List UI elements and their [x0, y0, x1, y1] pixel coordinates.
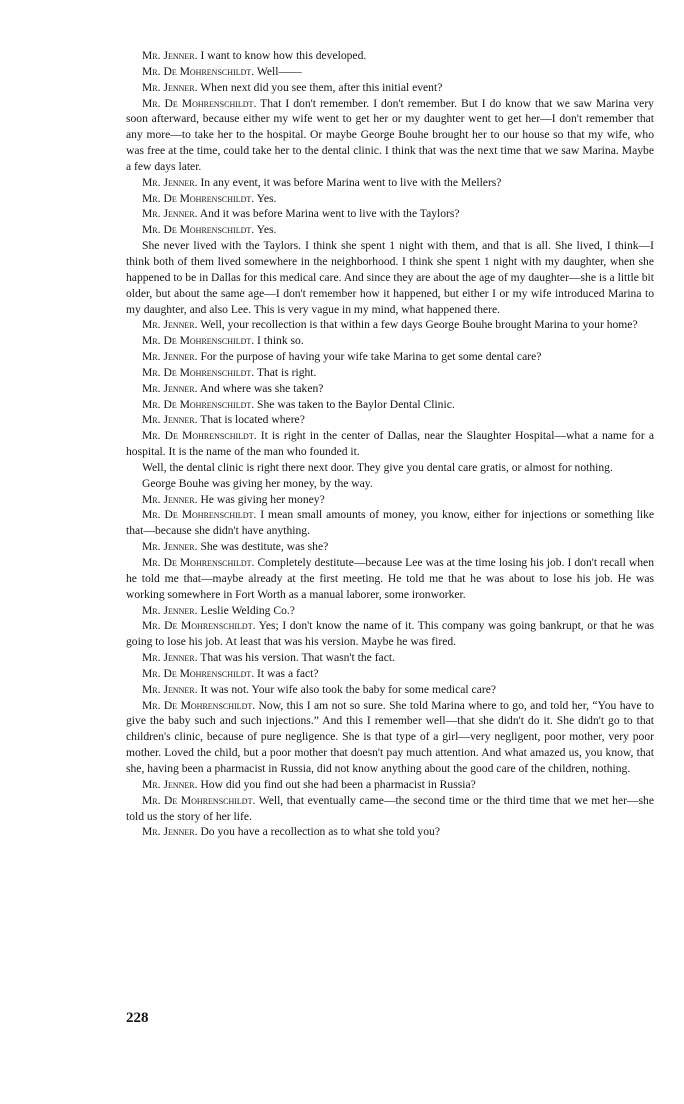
- paragraph-text: I mean small amounts of money, you know, either for injections or something like that—because she didn't have anything.: [126, 508, 655, 538]
- paragraph: [126, 397, 654, 413]
- paragraph: [126, 349, 654, 365]
- paragraph-text: George Bouhe was giving her money, by the way.: [142, 476, 373, 490]
- speaker-label: Mr. De Mohrenschildt.: [142, 365, 255, 379]
- paragraph-text: It was not. Your wife also took the baby for some medical care?: [200, 682, 496, 696]
- paragraph: [126, 492, 654, 508]
- testimony-text: [126, 48, 654, 840]
- paragraph: [126, 206, 654, 222]
- paragraph-text: That is right.: [256, 365, 317, 379]
- paragraph-text: And where was she taken?: [199, 381, 324, 395]
- paragraph-text: That was his version. That wasn't the fact.: [200, 651, 395, 665]
- paragraph: [126, 793, 654, 825]
- paragraph: [126, 175, 654, 191]
- paragraph: [126, 48, 654, 64]
- speaker-label: Mr. Jenner.: [142, 413, 198, 427]
- speaker-label: Mr. De Mohrenschildt.: [142, 793, 256, 807]
- speaker-label: Mr. Jenner.: [142, 49, 198, 62]
- speaker-label: Mr. De Mohrenschildt.: [142, 556, 255, 569]
- speaker-label: Mr. Jenner.: [142, 682, 198, 696]
- speaker-label: Mr. De Mohrenschildt.: [142, 223, 255, 237]
- paragraph: [126, 428, 654, 460]
- paragraph: [126, 666, 654, 682]
- paragraph-text: It is right in the center of Dallas, near the Slaughter Hospital—what a name for a hospital. It is the name of the man who founded it.: [126, 429, 654, 459]
- speaker-label: Mr. Jenner.: [142, 825, 198, 839]
- speaker-label: Mr. Jenner.: [142, 603, 198, 617]
- paragraph-text: And it was before Marina went to live with the Taylors?: [199, 207, 460, 221]
- speaker-label: Mr. Jenner.: [142, 492, 198, 506]
- paragraph-text: How did you find out she had been a pharmacist in Russia?: [200, 777, 476, 791]
- speaker-label: Mr. Jenner.: [142, 175, 198, 189]
- paragraph: [126, 460, 654, 476]
- speaker-label: Mr. Jenner.: [142, 318, 198, 332]
- paragraph-text: Well——: [256, 64, 302, 78]
- paragraph: [126, 381, 654, 397]
- paragraph: [126, 333, 654, 349]
- speaker-label: Mr. Jenner.: [142, 777, 198, 791]
- paragraph: [126, 476, 654, 492]
- paragraph-text: In any event, it was before Marina went to live with the Mellers?: [200, 175, 502, 189]
- paragraph-text: She never lived with the Taylors. I think she spent 1 night with them, and that is all. She lived, I think—I think both of them lived somewhere in the neighborhood. I think she spent 1 night with my daughter, when she happened to be in Dallas for this medical care. And since they are about the age of my daughter—she is a little bit older, but about the same age—I don't remember how it happened, but either I or my wife introduced Marina to my daughter, and also Lee. This is very vague in my mind, what happened there.: [126, 239, 654, 316]
- paragraph-text: That is located where?: [200, 413, 305, 427]
- speaker-label: Mr. De Mohrenschildt.: [142, 191, 255, 205]
- paragraph: [126, 80, 654, 96]
- paragraph-text: I want to know how this developed.: [200, 49, 367, 62]
- paragraph-text: She was taken to the Baylor Dental Clinic.: [257, 397, 455, 411]
- speaker-label: Mr. De Mohrenschildt.: [142, 64, 255, 78]
- speaker-label: Mr. De Mohrenschildt.: [142, 429, 257, 443]
- paragraph: [126, 412, 654, 428]
- speaker-label: Mr. De Mohrenschildt.: [142, 666, 255, 680]
- speaker-label: Mr. Jenner.: [142, 207, 198, 221]
- paragraph: [126, 191, 654, 207]
- paragraph: [126, 96, 654, 175]
- speaker-label: Mr. Jenner.: [142, 651, 198, 665]
- paragraph-text: For the purpose of having your wife take Marina to get some dental care?: [200, 350, 542, 364]
- paragraph: [126, 650, 654, 666]
- paragraph-text: Completely destitute—because Lee was at the time losing his job. I don't recall when he told me that—maybe already at the first meeting. He told me that he was about to lose his job. He was working somewhere in Fort Worth as a manual laborer, some ironworker.: [126, 556, 654, 601]
- paragraph-text: Yes; I don't know the name of it. This company was going bankrupt, or that he was going to lose his job. At least that was his version. Maybe he was fired.: [126, 619, 655, 649]
- speaker-label: Mr. De Mohrenschildt.: [142, 698, 256, 712]
- page-number: 228: [126, 1010, 149, 1026]
- paragraph-text: That I don't remember. I don't remember. But I do know that we saw Marina very soon afterward, because either my wife went to get her or my daughter went to get her—I don't remember that any more—to take her to the hospital. Or maybe George Bouhe brought her to our house so that my wife, who was free at the time, could take her to the dental clinic. I think that was the next time that we saw Marina. Maybe a few days later.: [126, 96, 654, 173]
- speaker-label: Mr. Jenner.: [142, 381, 198, 395]
- paragraph: [126, 507, 654, 539]
- speaker-label: Mr. Jenner.: [142, 350, 198, 364]
- paragraph-text: She was destitute, was she?: [200, 540, 329, 554]
- paragraph: [126, 555, 654, 603]
- paragraph-text: Well, that eventually came—the second time or the third time that we met her—she told us the story of her life.: [126, 793, 654, 823]
- paragraph: [126, 365, 654, 381]
- speaker-label: Mr. De Mohrenschildt.: [142, 397, 255, 411]
- paragraph: [126, 824, 654, 840]
- speaker-label: Mr. De Mohrenschildt.: [142, 334, 255, 348]
- speaker-label: Mr. De Mohrenschildt.: [142, 619, 256, 633]
- paragraph-text: Now, this I am not so sure. She told Marina where to go, and told her, “You have to give the baby such and such injections.” And this I remember well—that she didn't do it. She didn't go to that children's clinic, because of pure negligence. She is that type of a girl—very negligent, poor mother, very poor mother. Loved the child, but a poor mother that doesn't pay much attention. And what amazed us, you know, that she, having been a pharmacist in Russia, did not know anything about the good care of the children, nothing.: [126, 698, 655, 775]
- paragraph-text: Yes.: [256, 223, 277, 237]
- paragraph: [126, 222, 654, 238]
- speaker-label: Mr. De Mohrenschildt.: [142, 508, 257, 522]
- paragraph: [126, 539, 654, 555]
- paragraph: [126, 618, 654, 650]
- paragraph-text: Yes.: [256, 191, 277, 205]
- paragraph-text: Leslie Welding Co.?: [200, 603, 295, 617]
- speaker-label: Mr. Jenner.: [142, 80, 198, 94]
- paragraph-text: Do you have a recollection as to what she told you?: [200, 825, 440, 839]
- paragraph: [126, 603, 654, 619]
- paragraph: [126, 682, 654, 698]
- paragraph-text: Well, the dental clinic is right there next door. They give you dental care gratis, or almost for nothing.: [142, 460, 613, 474]
- paragraph: [126, 64, 654, 80]
- paragraph-text: I think so.: [257, 334, 304, 348]
- paragraph-text: He was giving her money?: [200, 492, 325, 506]
- speaker-label: Mr. De Mohrenschildt.: [142, 96, 257, 110]
- paragraph: [126, 777, 654, 793]
- paragraph-text: It was a fact?: [257, 666, 319, 680]
- paragraph-text: Well, your recollection is that within a few days George Bouhe brought Marina to your home?: [200, 318, 638, 332]
- paragraph: [126, 317, 654, 333]
- paragraph: [126, 238, 654, 317]
- paragraph: [126, 698, 654, 777]
- paragraph-text: When next did you see them, after this initial event?: [200, 80, 443, 94]
- speaker-label: Mr. Jenner.: [142, 540, 198, 554]
